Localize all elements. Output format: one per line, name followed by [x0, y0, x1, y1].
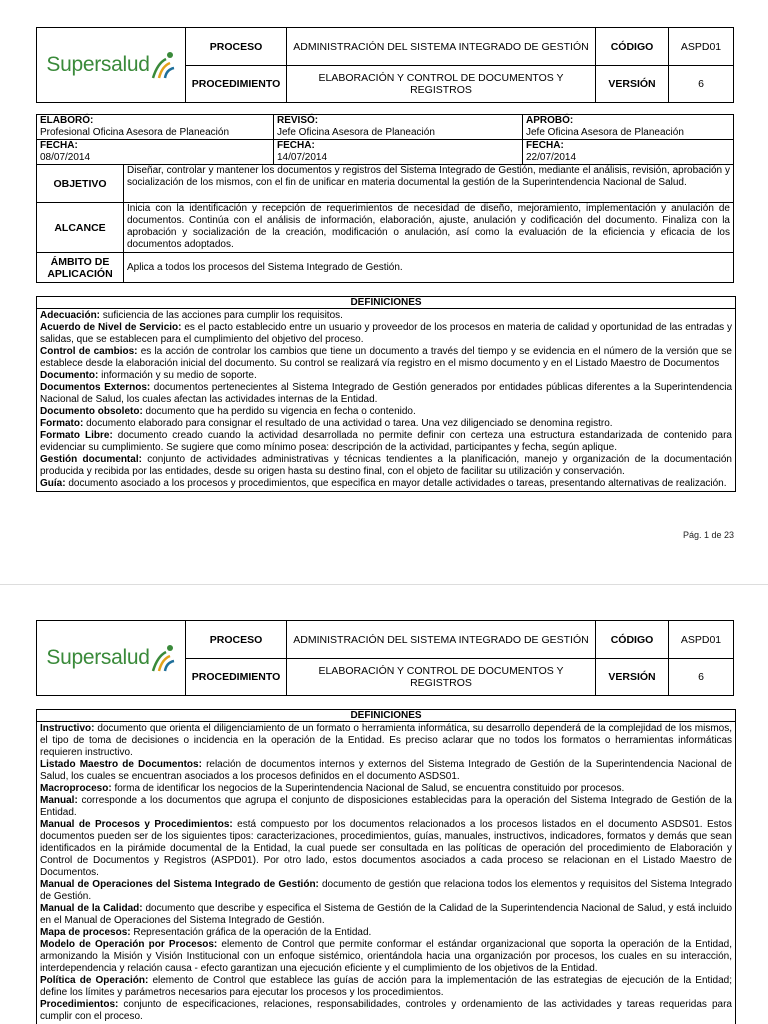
version-value: 6 [669, 66, 734, 103]
fecha-label: FECHA: [526, 140, 564, 151]
version-label: VERSIÓN [596, 66, 669, 103]
definitions-section-1 [36, 296, 736, 492]
logo-cell [37, 28, 186, 103]
document-page-2 [0, 592, 768, 1024]
alcance-label: ALCANCE [37, 203, 124, 253]
elaboro-value: Profesional Oficina Asesora de Planeación [40, 127, 230, 138]
aprobo-cell [523, 115, 734, 140]
codigo-value: ASPD01 [669, 621, 734, 659]
definition-item [40, 975, 732, 999]
codigo-label: CÓDIGO [596, 621, 669, 659]
scope-table [36, 164, 734, 283]
definition-text: conjunto de actividades administrativas y técnicas tendientes a la planificación, manejo y organización de la documentación producida y recibida por las entidades, desde su origen hasta su destino final, con el objeto de facilitar su utilización y conservación. [40, 454, 732, 477]
definition-item [40, 382, 732, 406]
definition-term: Manual de Procesos y Procedimientos: [40, 819, 233, 830]
definition-item [40, 418, 732, 430]
definition-item [40, 999, 732, 1023]
info-table [36, 114, 734, 165]
definition-term: Adecuación: [40, 310, 101, 321]
definition-text: información y su medio de soporte. [98, 370, 257, 381]
fecha-label: FECHA: [277, 140, 315, 151]
ambito-text: Aplica a todos los procesos del Sistema Integrado de Gestión. [124, 253, 734, 283]
definition-text: documento elaborado para consignar el resultado de una actividad o tarea. Una vez diligenciado se denomina registro. [83, 418, 613, 429]
definition-item [40, 795, 732, 819]
definition-text: es el pacto establecido entre un usuario y proveedor de los procesos en materia de calidad y oportunidad de las entradas y salidas, que se establecen para el cumplimiento del objetivo del proceso. [40, 322, 732, 345]
definition-term: Procedimientos: [40, 999, 119, 1010]
document-header [36, 620, 734, 696]
definition-item [40, 723, 732, 759]
reviso-value: Jefe Oficina Asesora de Planeación [277, 127, 435, 138]
definition-term: Listado Maestro de Documentos: [40, 759, 202, 770]
definition-term: Mapa de procesos: [40, 927, 131, 938]
definitions-list [37, 722, 735, 1024]
definition-item [40, 322, 732, 346]
procedimiento-label: PROCEDIMIENTO [186, 66, 287, 103]
definition-term: Manual de Operaciones del Sistema Integrado de Gestión: [40, 879, 319, 890]
elaboro-cell [37, 115, 274, 140]
definition-text: está compuesto por los documentos relacionados a los procesos listados en el documento ASDS01. Estos documentos pueden ser de los siguientes tipos: caracterizaciones, procedimientos, guías, manuales, instructivos, indicadores, formatos y demás que sean identificados en la pirámide documental de la Entidad, la cual puede ser consultada en las políticas de operación del procedimiento de Elaboración y Control de Documentos y Registros (ASPD01). Por otro lado, estos documentos asociados a cada proceso se relacionan en el Listado Maestro de Documentos. [40, 819, 732, 878]
definitions-title: DEFINICIONES [37, 710, 735, 722]
definition-term: Documentos Externos: [40, 382, 151, 393]
definition-term: Documento obsoleto: [40, 406, 143, 417]
supersalud-logo-icon [150, 50, 176, 80]
codigo-label: CÓDIGO [596, 28, 669, 66]
procedimiento-label: PROCEDIMIENTO [186, 659, 287, 696]
page-number: Pág. 1 de 23 [682, 530, 734, 540]
fecha-label: FECHA: [40, 140, 78, 151]
alcance-text: Inicia con la identificación y recepción de requerimientos de necesidad de diseño, mejoramiento, implementación y anulación de documentos. Continúa con el análisis de información, elaboración, ajuste, anulación y codificación del documento. Finaliza con la aprobación y socialización de la creación, modificación o anulación, así como la evaluación de la eficiencia y eficacia de los documentos adoptados. [124, 203, 734, 253]
objetivo-label: OBJETIVO [37, 165, 124, 203]
definitions-list [37, 309, 735, 491]
version-value: 6 [669, 659, 734, 696]
definitions-section-2 [36, 709, 736, 1024]
logo-cell [37, 621, 186, 696]
definition-item [40, 454, 732, 478]
fecha-cell-2 [274, 140, 523, 165]
definition-term: Política de Operación: [40, 975, 149, 986]
fecha-value-3: 22/07/2014 [526, 152, 577, 163]
proceso-label: PROCESO [186, 621, 287, 659]
definitions-title: DEFINICIONES [37, 297, 735, 309]
definition-text: es la acción de controlar los cambios que tiene un documento a través del tiempo y se evidencia en el número de la versión que se establece desde la elaboración inicial del documento. Su control se realizará vía registro en el mismo documento y en el Listado Maestro de Documentos [40, 346, 732, 369]
proceso-label: PROCESO [186, 28, 287, 66]
proceso-value: ADMINISTRACIÓN DEL SISTEMA INTEGRADO DE GESTIÓN [287, 28, 596, 66]
definition-item [40, 927, 732, 939]
supersalud-logo: Supersalud [46, 646, 150, 669]
definition-text: relación de documentos internos y externos del Sistema Integrado de Gestión de la Superintendencia Nacional de Salud, los cuales se encuentran asociados a los procesos definidos en el documento ASDS01. [40, 759, 732, 782]
definition-text: documento que describe y especifica el Sistema de Gestión de la Calidad de la Superintendencia Nacional de Salud, y está incluido en el Manual de Operaciones del Sistema Integrado de Gestión. [40, 903, 732, 926]
definition-text: documento creado cuando la actividad desarrollada no permite definir con certeza una estructura estandarizada de contenido para evidenciar su cumplimiento. Se sugiere que como mínimo posea: descripción de la actividad, participantes y fecha, según aplique. [40, 430, 732, 453]
definition-term: Formato Libre: [40, 430, 113, 441]
definition-text: elemento de Control que permite conformar el estándar organizacional que soporta la operación de la Entidad, armonizando la Misión y Visión Institucional con un enfoque sistémico, orientándola hacia una organización por procesos, los cuales en su interacción, interdependencia y relación causa - efecto garantizan una ejecución eficiente y el cumplimiento de los objetivos de la Entidad. [40, 939, 733, 974]
definition-text: forma de identificar los negocios de la Superintendencia Nacional de Salud, se encuentra constituido por procesos. [111, 783, 625, 794]
definition-text: documentos pertenecientes al Sistema Integrado de Gestión generados por entidades públicas diferentes a la Superintendencia Nacional de Salud, los cuales afectan las actividades internas de la Entidad. [40, 382, 733, 405]
definition-item [40, 819, 732, 879]
ambito-label: ÁMBITO DE APLICACIÓN [37, 253, 124, 283]
definition-text: conjunto de especificaciones, relaciones, responsabilidades, controles y ordenamiento de las actividades y tareas requeridas para cumplir con el proceso. [40, 999, 732, 1022]
definition-term: Formato: [40, 418, 84, 429]
definition-item [40, 478, 732, 490]
reviso-label: REVISÓ: [277, 115, 319, 126]
fecha-cell-3 [523, 140, 734, 165]
aprobo-value: Jefe Oficina Asesora de Planeación [526, 127, 684, 138]
version-label: VERSIÓN [596, 659, 669, 696]
definition-term: Control de cambios: [40, 346, 138, 357]
definition-term: Documento: [40, 370, 99, 381]
definition-item [40, 903, 732, 927]
fecha-cell-1 [37, 140, 274, 165]
aprobo-label: APROBÓ: [526, 115, 574, 126]
definition-item [40, 783, 732, 795]
definition-term: Instructivo: [40, 723, 95, 734]
definition-item [40, 759, 732, 783]
definition-item [40, 370, 732, 382]
definition-item [40, 346, 732, 370]
definition-text: documento que orienta el diligenciamiento de un formato o herramienta informática, su desarrollo dependerá de la complejidad de los mismos, el tipo de toma de decisiones o incidencia en la operación de la Entidad. Es preciso aclarar que no todos los formatos o herramientas informáticas requieren instructivo. [40, 723, 732, 758]
procedimiento-value: ELABORACIÓN Y CONTROL DE DOCUMENTOS Y REGISTROS [287, 66, 596, 103]
definition-text: suficiencia de las acciones para cumplir los requisitos. [100, 310, 343, 321]
definition-text: corresponde a los documentos que agrupa el conjunto de disposiciones establecidas para la operación del Sistema Integrado de Gestión de la Entidad. [40, 795, 732, 818]
objetivo-text: Diseñar, controlar y mantener los documentos y registros del Sistema Integrado de Gestión, mediante el análisis, revisión, aprobación y socialización de los mismos, con el fin de unificar en materia documental la gestión de la Superintendencia Nacional de Salud. [124, 165, 734, 203]
proceso-value: ADMINISTRACIÓN DEL SISTEMA INTEGRADO DE GESTIÓN [287, 621, 596, 659]
definition-term: Manual: [40, 795, 78, 806]
definition-text: documento asociado a los procesos y procedimientos, que especifica en mayor detalle actividades o tareas, presentando alternativas de realización. [65, 478, 727, 489]
definition-item [40, 406, 732, 418]
definition-text: documento de gestión que relaciona todos los elementos y requisitos del Sistema Integrado de Gestión. [40, 879, 733, 902]
definition-term: Macroproceso: [40, 783, 112, 794]
definition-term: Modelo de Operación por Procesos: [40, 939, 218, 950]
supersalud-logo-icon [150, 643, 176, 673]
definition-text: elemento de Control que establece las guías de acción para la implementación de las estrategias de ejecución de la Entidad; define los límites y parámetros necesarios para ejecutar los procesos y los procedimientos. [40, 975, 732, 998]
elaboro-label: ELABORÓ: [40, 115, 94, 126]
definition-term: Guía: [40, 478, 66, 489]
procedimiento-value: ELABORACIÓN Y CONTROL DE DOCUMENTOS Y REGISTROS [287, 659, 596, 696]
definition-text: documento que ha perdido su vigencia en fecha o contenido. [142, 406, 416, 417]
definition-item [40, 310, 732, 322]
definition-term: Manual de la Calidad: [40, 903, 143, 914]
definition-item [40, 430, 732, 454]
definition-item [40, 939, 732, 975]
supersalud-logo: Supersalud [46, 53, 150, 76]
reviso-cell [274, 115, 523, 140]
definition-item [40, 879, 732, 903]
fecha-value-1: 08/07/2014 [40, 152, 91, 163]
fecha-value-2: 14/07/2014 [277, 152, 328, 163]
definition-term: Gestión documental: [40, 454, 142, 465]
definition-text: Representación gráfica de la operación de la Entidad. [130, 927, 372, 938]
codigo-value: ASPD01 [669, 28, 734, 66]
definition-term: Acuerdo de Nivel de Servicio: [40, 322, 182, 333]
document-header [36, 27, 734, 103]
